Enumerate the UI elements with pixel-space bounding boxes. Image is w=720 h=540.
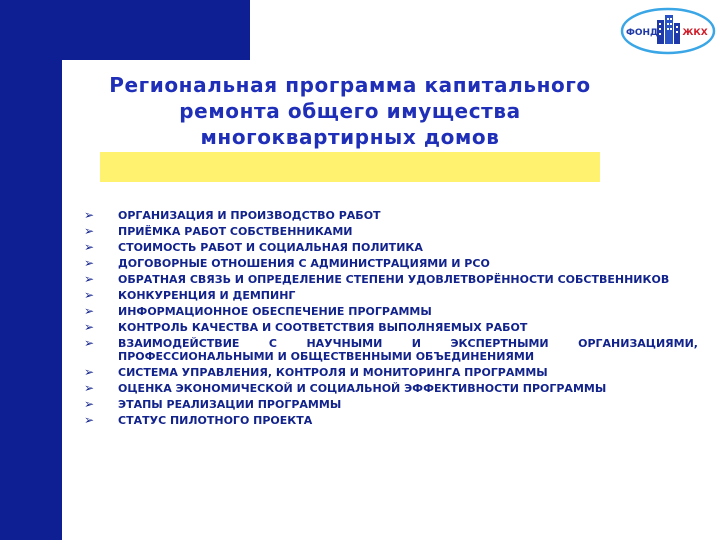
list-item <box>84 382 698 395</box>
list-item <box>84 398 698 411</box>
fond-zhkh-logo <box>620 6 716 56</box>
list-item-text: СИСТЕМА УПРАВЛЕНИЯ, КОНТРОЛЯ И МОНИТОРИНГА ПРОГРАММЫ <box>118 366 548 379</box>
arrowhead-bullet-icon: ➢ <box>84 304 95 318</box>
bullet-list <box>84 209 698 430</box>
list-item <box>84 414 698 427</box>
arrowhead-bullet-icon: ➢ <box>84 256 95 270</box>
arrowhead-bullet-icon: ➢ <box>84 397 95 411</box>
logo-word-zhkh: ЖКХ <box>682 28 708 38</box>
list-item-text: ОЦЕНКА ЭКОНОМИЧЕСКОЙ И СОЦИАЛЬНОЙ ЭФФЕКТИВНОСТИ ПРОГРАММЫ <box>118 382 607 395</box>
list-item <box>84 225 698 238</box>
list-item <box>84 305 698 318</box>
list-item-text: ОБРАТНАЯ СВЯЗЬ И ОПРЕДЕЛЕНИЕ СТЕПЕНИ УДОВЛЕТВОРЁННОСТИ СОБСТВЕННИКОВ <box>118 273 670 286</box>
arrowhead-bullet-icon: ➢ <box>84 208 95 222</box>
list-item-text: ДОГОВОРНЫЕ ОТНОШЕНИЯ С АДМИНИСТРАЦИЯМИ И РСО <box>118 257 490 270</box>
slide-title-line: ремонта общего имущества <box>179 99 521 123</box>
list-item-text: ВЗАИМОДЕЙСТВИЕ С НАУЧНЫМИ И ЭКСПЕРТНЫМИ ОРГАНИЗАЦИЯМИ, ПРОФЕССИОНАЛЬНЫМИ И ОБЩЕСТВЕННЫМИ ОБЪЕДИНЕНИЯМИ <box>118 337 698 363</box>
arrowhead-bullet-icon: ➢ <box>84 413 95 427</box>
arrowhead-bullet-icon: ➢ <box>84 288 95 302</box>
slide-title <box>100 72 600 150</box>
list-item <box>84 321 698 334</box>
list-item-text: СТАТУС ПИЛОТНОГО ПРОЕКТА <box>118 414 313 427</box>
list-item-text: КОНКУРЕНЦИЯ И ДЕМПИНГ <box>118 289 296 302</box>
logo-word-fond: ФОНД <box>625 28 659 38</box>
list-item <box>84 257 698 270</box>
list-item <box>84 289 698 302</box>
list-item-text: ОРГАНИЗАЦИЯ И ПРОИЗВОДСТВО РАБОТ <box>118 209 381 222</box>
yellow-highlight-bar <box>100 152 600 182</box>
list-item-text: ИНФОРМАЦИОННОЕ ОБЕСПЕЧЕНИЕ ПРОГРАММЫ <box>118 305 432 318</box>
left-navy-band <box>0 0 62 540</box>
list-item <box>84 273 698 286</box>
list-item-text: СТОИМОСТЬ РАБОТ И СОЦИАЛЬНАЯ ПОЛИТИКА <box>118 241 423 254</box>
list-item <box>84 337 698 363</box>
rounded-corner <box>62 60 102 100</box>
top-navy-band <box>0 0 250 60</box>
arrowhead-bullet-icon: ➢ <box>84 336 95 350</box>
slide-title-line: многоквартирных домов <box>200 125 500 149</box>
arrowhead-bullet-icon: ➢ <box>84 272 95 286</box>
arrowhead-bullet-icon: ➢ <box>84 240 95 254</box>
list-item <box>84 241 698 254</box>
arrowhead-bullet-icon: ➢ <box>84 381 95 395</box>
list-item <box>84 209 698 222</box>
list-item-text: ПРИЁМКА РАБОТ СОБСТВЕННИКАМИ <box>118 225 353 238</box>
list-item-text: ЭТАПЫ РЕАЛИЗАЦИИ ПРОГРАММЫ <box>118 398 342 411</box>
slide-title-line: Региональная программа капитального <box>109 73 591 97</box>
arrowhead-bullet-icon: ➢ <box>84 365 95 379</box>
list-item <box>84 366 698 379</box>
arrowhead-bullet-icon: ➢ <box>84 224 95 238</box>
list-item-text: КОНТРОЛЬ КАЧЕСТВА И СООТВЕТСТВИЯ ВЫПОЛНЯЕМЫХ РАБОТ <box>118 321 528 334</box>
arrowhead-bullet-icon: ➢ <box>84 320 95 334</box>
